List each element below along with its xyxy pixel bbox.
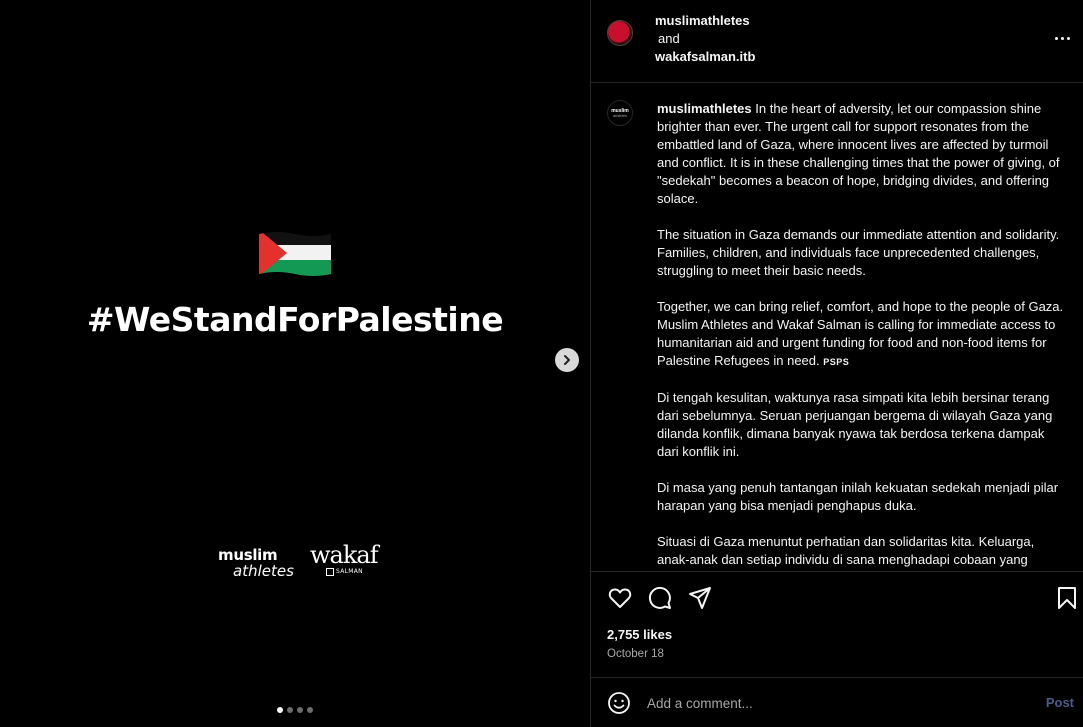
caption-paragraph: Di tengah kesulitan, waktunya rasa simpati kita lebih bersinar terang dari sebelumnya. Seruan perjuangan bergema di wilayah Gaza yang dilanda konflik, dimana banyak nyawa tak berdosa terkena dampak dari konflik ini. [657, 390, 1053, 459]
caption-paragraph: The situation in Gaza demands our immediate attention and solidarity. Families, children, and individuals face unprecedented challenges, struggling to meet their basic needs. [657, 227, 1060, 278]
more-dot-icon [1061, 37, 1064, 40]
bookmark-icon[interactable] [1054, 585, 1080, 611]
caption-p1: In the heart of adversity, let our compassion shine brighter than ever. The urgent call for support resonates from the embattled land of Gaza, where innocent lives are affected by turmoil and conflict. It is in these challenging times that the power of giving, of "sedekah" becomes a beacon of hope, bridging divides, and offering solace. [657, 101, 1060, 206]
caption-avatar-subtext: athletes [612, 112, 627, 118]
share-icon[interactable] [687, 585, 713, 611]
emoji-icon[interactable] [607, 691, 631, 715]
chevron-right-icon [561, 354, 573, 366]
comment-input[interactable] [647, 692, 1027, 714]
post-side-panel [590, 0, 1083, 727]
likes-count[interactable]: 2,755 likes [607, 627, 673, 642]
more-dot-icon [1055, 37, 1058, 40]
next-slide-button[interactable] [555, 348, 579, 372]
more-options-button[interactable] [1052, 30, 1072, 46]
author-conjunction: and [658, 31, 680, 46]
logo-salman-text: SALMAN [336, 568, 363, 575]
post-actions [591, 585, 1083, 611]
palestine-flag-icon [257, 228, 333, 278]
caption-paragraph [657, 298, 1067, 371]
logo-salman-row [326, 568, 378, 576]
logo-athletes-text: athletes [233, 562, 294, 580]
caption-paragraph: Situasi di Gaza menuntut perhatian dan solidaritas kita. Keluarga, anak-anak dan setiap individu di sana menghadapi cobaan yang [657, 534, 1035, 567]
caption-username[interactable]: muslimathletes [657, 101, 752, 116]
logo-wakaf-text: wakaf [310, 541, 378, 569]
salman-mark-icon [326, 568, 334, 576]
caption-avatar[interactable] [607, 100, 633, 126]
slide-dot [307, 707, 313, 713]
comment-icon[interactable] [647, 585, 673, 611]
hashtag-title: #WeStandForPalestine [86, 300, 504, 339]
caption-avatar-text: muslim [611, 107, 629, 114]
wakaf-salman-logo [310, 543, 378, 576]
post-header [591, 0, 1083, 83]
slide-indicator [277, 707, 313, 713]
logo-muslim-text: muslim [218, 546, 278, 564]
caption-scroll-area[interactable] [591, 84, 1083, 572]
caption-p3: Together, we can bring relief, comfort, and hope to the people of Gaza. Muslim Athletes and Wakaf Salman is calling for immediate access to humanitarian aid and urgent funding for food and non-food items for Palestine Refugees in need. [657, 299, 1064, 368]
slide-dot [277, 707, 283, 713]
caption-paragraph: Di masa yang penuh tantangan inilah kekuatan sedekah menjadi pilar harapan yang bisa menjadi penghapus duka. [657, 480, 1059, 513]
avatar[interactable] [607, 20, 633, 46]
slide-dot [297, 707, 303, 713]
post-authors [655, 12, 755, 66]
caption-tag: PSPS [823, 357, 850, 367]
comment-bar [591, 677, 1083, 727]
slide-dot [287, 707, 293, 713]
author-link-1[interactable]: muslimathletes [655, 13, 750, 28]
caption-text [657, 100, 1067, 572]
more-dot-icon [1067, 37, 1070, 40]
post-date[interactable]: October 18 [607, 648, 664, 660]
muslim-athletes-logo [218, 548, 294, 579]
heart-icon[interactable] [607, 585, 633, 611]
post-comment-button[interactable]: Post [1045, 695, 1074, 710]
author-link-2[interactable]: wakafsalman.itb [655, 49, 756, 64]
caption-paragraph [657, 100, 1067, 208]
